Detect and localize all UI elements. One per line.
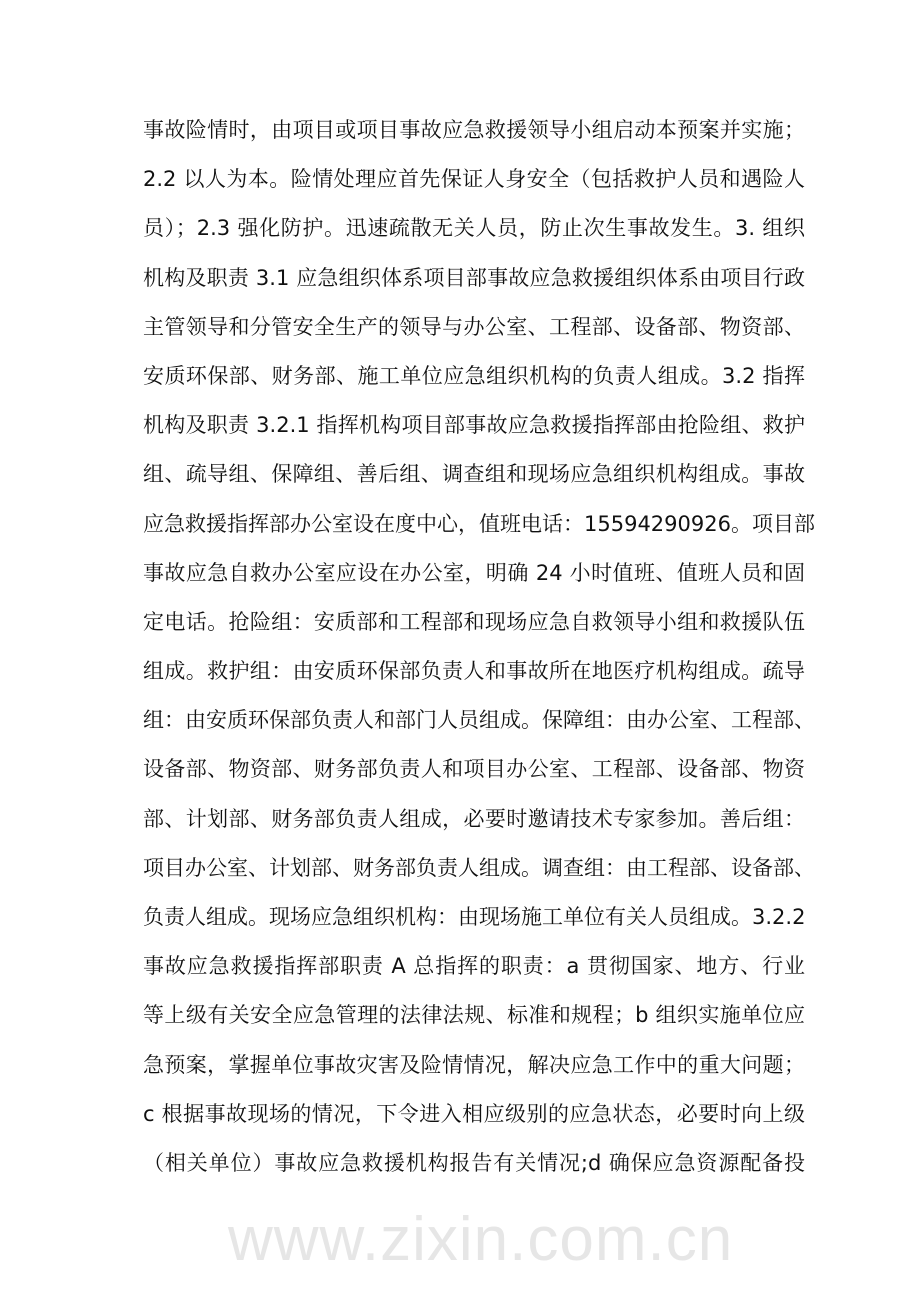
text-line: 应急救援指挥部办公室设在度中心，值班电话：15594290926。项目部	[143, 511, 815, 536]
text-line: 组、疏导组、保障组、善后组、调查组和现场应急组织机构组成。事故	[143, 462, 805, 487]
text-line: 机构及职责 3.1 应急组织体系项目部事故应急救援组织体系由项目行政	[143, 265, 805, 290]
text-line: 员）；2.3 强化防护。迅速疏散无关人员，防止次生事故发生。3. 组织	[143, 216, 805, 241]
text-line: 急预案，掌握单位事故灾害及险情情况，解决应急工作中的重大问题；	[143, 1052, 805, 1077]
text-line: 等上级有关安全应急管理的法律法规、标准和规程；b 组织实施单位应	[143, 1003, 805, 1028]
watermark: www.zixin.com.cn	[228, 1205, 734, 1274]
text-line: 负责人组成。现场应急组织机构：由现场施工单位有关人员组成。3.2.2	[143, 905, 806, 929]
text-line: 事故应急救援指挥部职责 A 总指挥的职责：a 贯彻国家、地方、行业	[143, 954, 805, 979]
text-line: 安质环保部、财务部、施工单位应急组织机构的负责人组成。3.2 指挥	[143, 363, 805, 388]
text-line: 组：由安质环保部负责人和部门人员组成。保障组：由办公室、工程部、	[143, 708, 815, 733]
text-line: 2.2 以人为本。险情处理应首先保证人身安全（包括救护人员和遇险人	[143, 167, 805, 192]
text-line: 组成。救护组：由安质环保部负责人和事故所在地医疗机构组成。疏导	[143, 659, 805, 684]
text-line: 事故险情时，由项目或项目事故应急救援领导小组启动本预案并实施；	[143, 118, 805, 142]
text-line: 设备部、物资部、财务部负责人和项目办公室、工程部、设备部、物资	[143, 757, 805, 782]
text-line: 事故应急自救办公室应设在办公室，明确 24 小时值班、值班人员和固	[143, 560, 805, 585]
text-line: 项目办公室、计划部、财务部负责人组成。调查组：由工程部、设备部、	[143, 855, 815, 880]
text-line: 主管领导和分管安全生产的领导与办公室、工程部、设备部、物资部、	[143, 314, 805, 339]
text-line: 部、计划部、财务部负责人组成，必要时邀请技术专家参加。善后组：	[143, 806, 805, 831]
body-text	[143, 110, 815, 1192]
text-line: c 根据事故现场的情况，下令进入相应级别的应急状态，必要时向上级	[143, 1101, 805, 1126]
text-line: 机构及职责 3.2.1 指挥机构项目部事故应急救援指挥部由抢险组、救护	[143, 413, 805, 438]
text-line: （相关单位）事故应急救援机构报告有关情况;d 确保应急资源配备投	[143, 1150, 805, 1175]
text-line: 定电话。抢险组：安质部和工程部和现场应急自救领导小组和救援队伍	[143, 609, 805, 634]
